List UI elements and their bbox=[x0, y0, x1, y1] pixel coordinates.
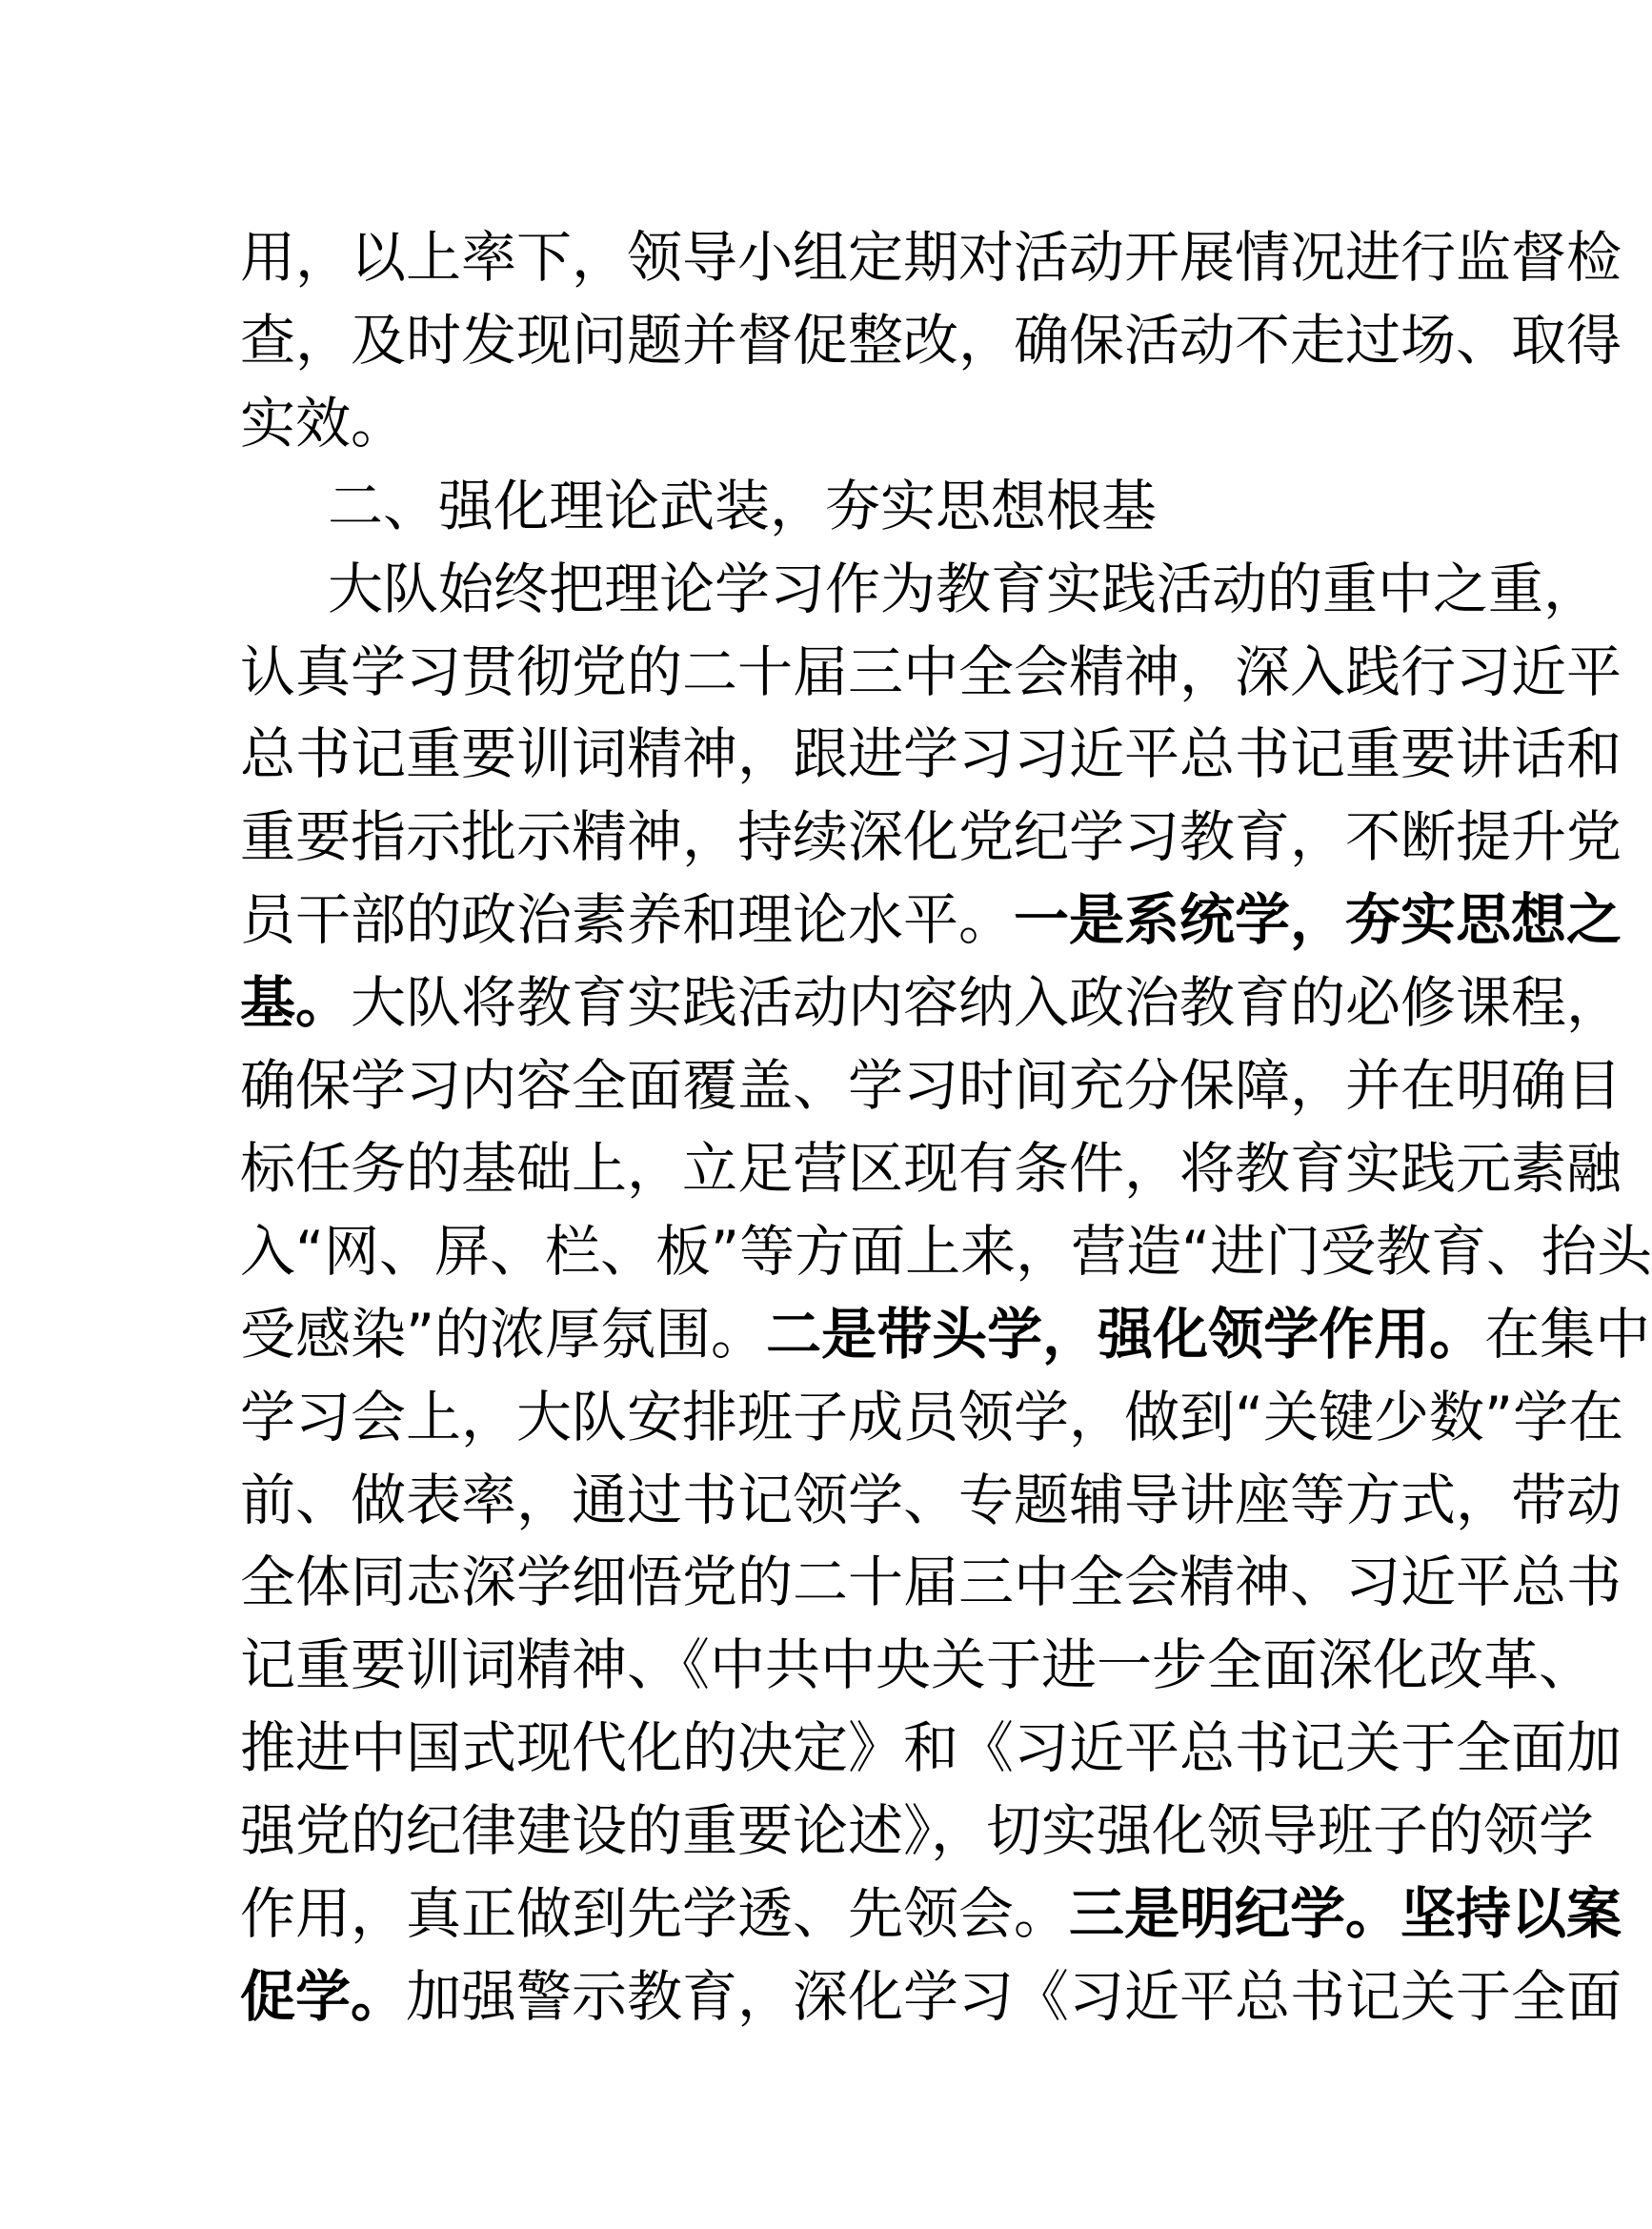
text-line bbox=[240, 1790, 1595, 1873]
text-line bbox=[240, 1873, 1622, 1955]
text-line bbox=[240, 1624, 1595, 1707]
text-segment: 标任务的基础上，立足营区现有条件，将教育实践元素融 bbox=[240, 1135, 1622, 1201]
text-line bbox=[240, 1293, 1651, 1376]
text-segment: 推进中国式现代化的决定》和《习近平总书记关于全面加 bbox=[240, 1715, 1622, 1781]
section-heading bbox=[328, 465, 1305, 548]
bold-text-segment: 三是明纪学。坚持以案 bbox=[1069, 1881, 1622, 1946]
text-line bbox=[240, 879, 1622, 962]
text-segment: 记重要训词精神、《中共中央关于进一步全面深化改革、 bbox=[240, 1632, 1595, 1698]
text-segment: 强党的纪律建设的重要论述》，切实强化领导班子的领学 bbox=[240, 1798, 1595, 1864]
text-segment: 总书记重要训词精神，跟进学习习近平总书记重要讲话和 bbox=[240, 721, 1622, 787]
text-segment: 前、做表率，通过书记领学、专题辅导讲座等方式，带动 bbox=[240, 1467, 1622, 1532]
text-line bbox=[240, 1707, 1622, 1790]
text-segment: 实效。 bbox=[240, 390, 407, 456]
text-segment: 重要指示批示精神，持续深化党纪学习教育，不断提升党 bbox=[240, 804, 1622, 870]
text-segment: 入“网、屏、栏、板”等方面上来，营造“进门受教育、抬头 bbox=[240, 1218, 1652, 1284]
text-segment: 查，及时发现问题并督促整改，确保活动不走过场、取得 bbox=[240, 307, 1622, 373]
text-segment: 认真学习贯彻党的二十届三中全会精神，深入践行习近平 bbox=[240, 638, 1622, 704]
text-line bbox=[240, 713, 1622, 796]
text-segment: 确保学习内容全面覆盖、学习时间充分保障，并在明确目 bbox=[240, 1053, 1622, 1118]
text-line bbox=[240, 299, 1622, 382]
bold-text-segment: 一是系统学，夯实思想之 bbox=[1014, 887, 1622, 953]
text-line bbox=[240, 962, 1622, 1044]
text-segment: 学习会上，大队安排班子成员领学，做到“关键少数”学在 bbox=[240, 1384, 1624, 1449]
text-segment: 用，以上率下，领导小组定期对活动开展情况进行监督检 bbox=[240, 225, 1622, 290]
bold-text-segment: 促学。 bbox=[240, 1963, 407, 2029]
text-line bbox=[240, 1376, 1624, 1459]
text-segment: 大队始终把理论学习作为教育实践活动的重中之重， bbox=[328, 556, 1600, 621]
text-segment: 在集中 bbox=[1484, 1301, 1651, 1367]
text-segment: 二、强化理论武装，夯实思想根基 bbox=[328, 473, 1158, 538]
text-line bbox=[240, 796, 1622, 879]
text-segment: 受感染”的浓厚氛围。 bbox=[240, 1301, 767, 1367]
text-line bbox=[240, 1044, 1622, 1127]
text-line bbox=[328, 548, 1600, 631]
text-segment: 全体同志深学细悟党的二十届三中全会精神、习近平总书 bbox=[240, 1550, 1622, 1615]
bold-text-segment: 基。 bbox=[240, 970, 352, 1036]
text-line bbox=[240, 1541, 1622, 1624]
text-line bbox=[240, 216, 1622, 299]
text-line bbox=[240, 1955, 1622, 2038]
text-segment: 员干部的政治素养和理论水平。 bbox=[240, 887, 1015, 953]
text-line bbox=[240, 1210, 1652, 1293]
text-segment: 作用，真正做到先学透、先领会。 bbox=[240, 1881, 1070, 1946]
text-line bbox=[240, 1127, 1622, 1210]
text-segment: 加强警示教育，深化学习《习近平总书记关于全面 bbox=[406, 1963, 1622, 2029]
text-line bbox=[240, 1459, 1622, 1542]
text-line bbox=[240, 382, 1305, 465]
text-segment: 大队将教育实践活动内容纳入政治教育的必修课程， bbox=[351, 970, 1622, 1036]
text-line bbox=[240, 631, 1622, 714]
bold-text-segment: 二是带头学，强化领学作用。 bbox=[766, 1301, 1485, 1367]
